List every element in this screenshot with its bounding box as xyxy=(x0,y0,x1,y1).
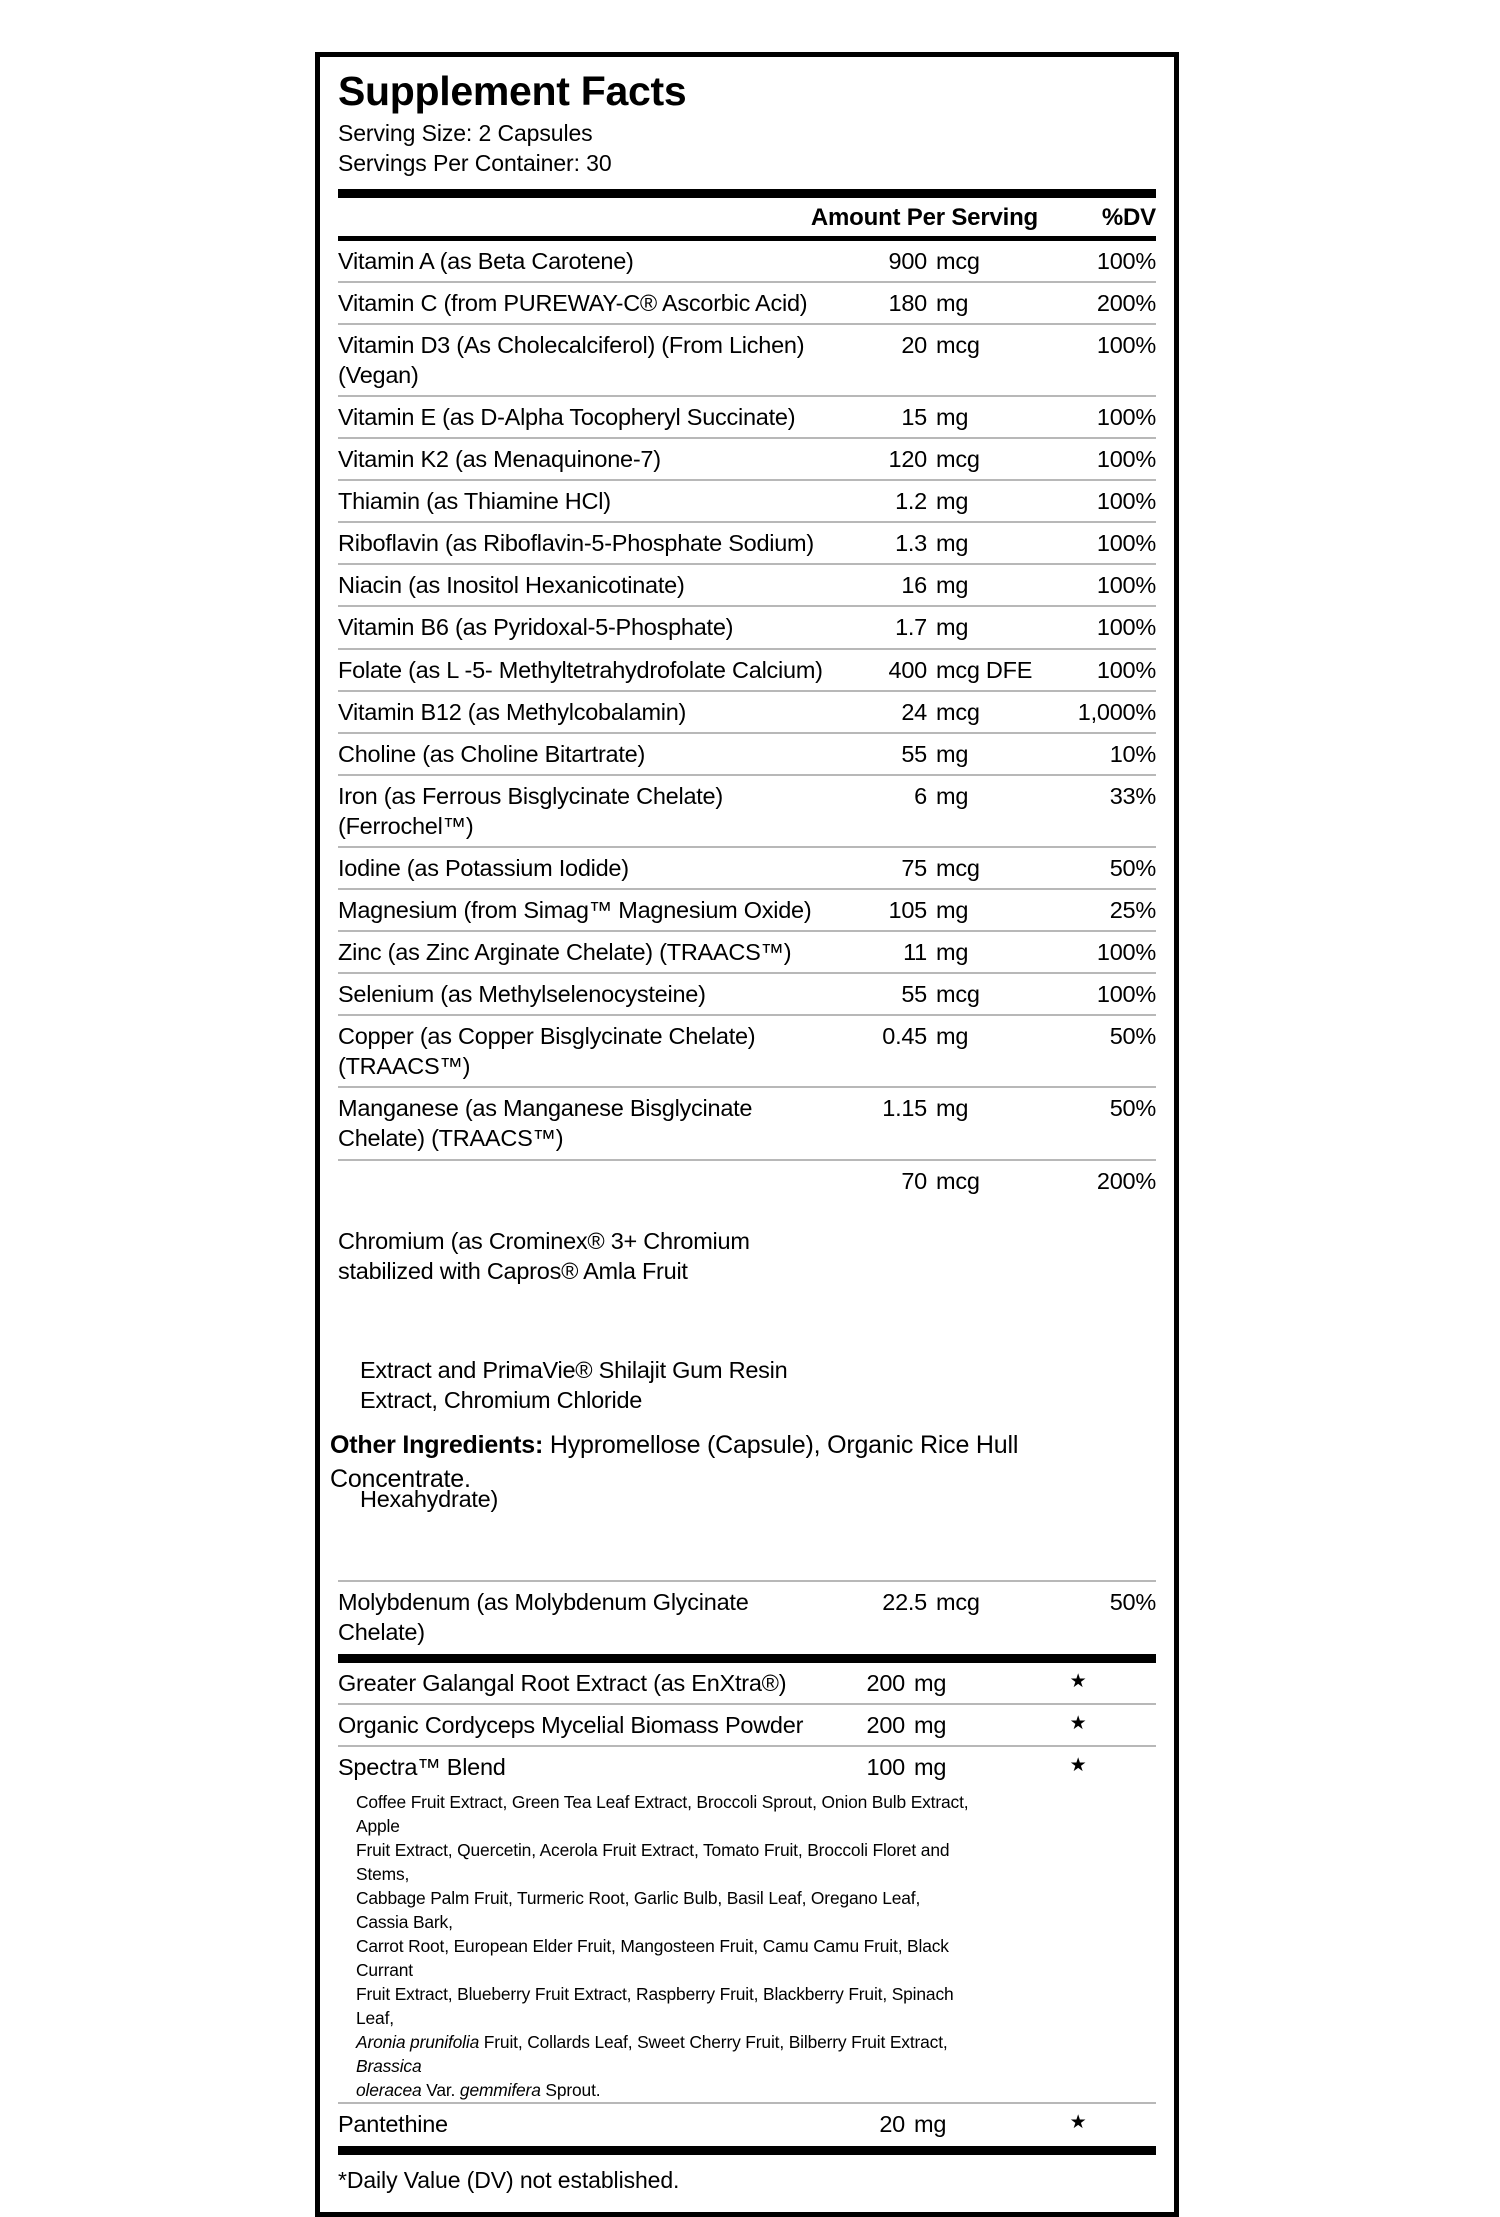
table-row xyxy=(338,890,1156,930)
row-nutrient-8-name: Vitamin B6 (as Pyridoxal-5-Phosphate) xyxy=(338,614,734,641)
spectra-italic-oleracea: oleracea xyxy=(356,2080,422,2101)
table-row-chromium xyxy=(338,1161,1156,1580)
divider-before-botanicals xyxy=(338,1654,1156,1663)
row-nutrient-13-amount: 75 xyxy=(901,854,927,881)
row-nutrient-18-name: Manganese (as Manganese Bisglycinate Chelate) (TRAACS™) xyxy=(338,1095,759,1152)
row-nutrient-9-dv: 100% xyxy=(1096,656,1156,683)
table-row xyxy=(338,1663,1156,1703)
row-nutrient-0-unit: mcg xyxy=(936,247,980,274)
row-nutrient-16-name: Selenium (as Methylselenocysteine) xyxy=(338,981,706,1008)
row-nutrient-18-unit: mg xyxy=(936,1095,969,1122)
table-row xyxy=(338,325,1156,395)
row-nutrient-6-unit: mg xyxy=(936,530,969,557)
column-header-dv: %DV xyxy=(1101,203,1156,231)
row-nutrient-8-dv: 100% xyxy=(1096,614,1156,641)
row-dv-chromium: 200% xyxy=(1096,1167,1156,1194)
table-row xyxy=(338,692,1156,732)
spectra-ingredients-line-4: Carrot Root, European Elder Fruit, Mangosteen Fruit, Camu Camu Fruit, Black Currant xyxy=(356,1936,949,1981)
row-nutrient-1-unit: mg xyxy=(936,289,969,316)
row-nutrient-3-name: Vitamin E (as D-Alpha Tocopheryl Succinate) xyxy=(338,404,796,431)
row-nutrient-17-name: Copper (as Copper Bisglycinate Chelate) (TRAACS™) xyxy=(338,1023,762,1080)
row-nutrient-10-name: Vitamin B12 (as Methylcobalamin) xyxy=(338,698,687,725)
table-row xyxy=(338,734,1156,774)
spectra-italic-brassica: Brassica xyxy=(356,2056,422,2077)
spectra-line6-rest: Fruit, Collards Leaf, Sweet Cherry Fruit, Bilberry Fruit Extract, xyxy=(479,2032,948,2053)
row-botanical-0-name: Greater Galangal Root Extract (as EnXtra®) xyxy=(338,1669,787,1696)
row-nutrient-16-unit: mcg xyxy=(936,981,980,1008)
spectra-ingredients-line-7 xyxy=(356,2078,976,2102)
row-nutrient-15-amount: 11 xyxy=(903,939,927,966)
row-nutrient-7-amount: 16 xyxy=(901,572,927,599)
row-botanical-0-unit: mg xyxy=(914,1669,947,1696)
row-nutrient-11-dv: 10% xyxy=(1109,740,1156,767)
row-nutrient-2-unit: mcg xyxy=(936,331,980,358)
row-nutrient-13-dv: 50% xyxy=(1109,854,1156,881)
page-title: Supplement Facts xyxy=(338,68,687,114)
table-row xyxy=(338,523,1156,563)
supplement-facts-panel xyxy=(315,52,1179,2217)
row-nutrient-2-amount: 20 xyxy=(901,331,927,358)
row-nutrient-15-dv: 100% xyxy=(1096,939,1156,966)
row-nutrient-2-name: Vitamin D3 (As Cholecalciferol) (From Lichen) (Vegan) xyxy=(338,331,811,388)
daily-value-footnote: *Daily Value (DV) not established. xyxy=(338,2167,680,2194)
row-nutrient-6-amount: 1.3 xyxy=(895,530,927,557)
row-nutrient-1-name: Vitamin C (from PUREWAY-C® Ascorbic Acid) xyxy=(338,289,808,316)
row-nutrient-3-unit: mg xyxy=(936,404,969,431)
servings-per-container-text: Servings Per Container: 30 xyxy=(338,150,612,177)
row-nutrient-9-unit: mcg DFE xyxy=(936,656,1033,683)
row-nutrient-14-amount: 105 xyxy=(888,896,927,923)
row-dv-pantethine: ★ xyxy=(1069,2112,1087,2134)
table-row-pantethine xyxy=(338,2104,1156,2144)
row-nutrient-15-name: Zinc (as Zinc Arginate Chelate) (TRAACS™) xyxy=(338,939,792,966)
serving-size-text: Serving Size: 2 Capsules xyxy=(338,120,593,146)
row-nutrient-12-amount: 6 xyxy=(914,782,927,809)
row-name-molybdenum: Molybdenum (as Molybdenum Glycinate Chelate) xyxy=(338,1588,755,1645)
table-row xyxy=(338,241,1156,281)
table-row xyxy=(338,1016,1156,1086)
row-nutrient-4-amount: 120 xyxy=(888,446,927,473)
table-row-spectra-blend xyxy=(338,1747,1156,1787)
row-nutrient-0-amount: 900 xyxy=(888,247,927,274)
column-header-amount: Amount Per Serving xyxy=(810,203,1038,231)
table-row xyxy=(338,848,1156,888)
chromium-line-3: Hexahydrate) xyxy=(360,1486,499,1513)
row-unit-molybdenum: mcg xyxy=(936,1588,980,1615)
table-row xyxy=(338,1088,1156,1158)
row-nutrient-14-name: Magnesium (from Simag™ Magnesium Oxide) xyxy=(338,896,812,923)
row-nutrient-10-unit: mcg xyxy=(936,698,980,725)
row-nutrient-8-amount: 1.7 xyxy=(895,614,927,641)
other-ingredients-text: Hypromellose (Capsule), Organic Rice Hull Concentrate. xyxy=(330,1431,1019,1493)
row-nutrient-6-name: Riboflavin (as Riboflavin-5-Phosphate Sodium) xyxy=(338,530,814,557)
row-name-spectra-blend: Spectra™ Blend xyxy=(338,1753,506,1780)
table-row-molybdenum xyxy=(338,1582,1156,1652)
row-nutrient-17-dv: 50% xyxy=(1109,1023,1156,1050)
chromium-line-1: Chromium (as Crominex® 3+ Chromium stabilized with Capros® Amla Fruit xyxy=(338,1227,756,1284)
spectra-ingredient-list xyxy=(338,1787,1156,2102)
row-botanical-1-name: Organic Cordyceps Mycelial Biomass Powder xyxy=(338,1711,804,1738)
table-header-row xyxy=(338,198,1156,236)
spectra-italic-gemmifera: gemmifera xyxy=(459,2080,541,2101)
other-ingredients-block xyxy=(330,1428,1120,1496)
table-row xyxy=(338,283,1156,323)
row-nutrient-18-dv: 50% xyxy=(1109,1095,1156,1122)
spectra-italic-aronia: Aronia prunifolia xyxy=(356,2032,480,2053)
table-row xyxy=(338,932,1156,972)
row-unit-spectra-blend: mg xyxy=(914,1753,947,1780)
table-row xyxy=(338,397,1156,437)
row-nutrient-12-dv: 33% xyxy=(1109,782,1156,809)
row-nutrient-10-dv: 1,000% xyxy=(1077,698,1156,725)
table-row xyxy=(338,1705,1156,1745)
row-nutrient-5-dv: 100% xyxy=(1096,488,1156,515)
spectra-line7-mid: Var. xyxy=(421,2080,460,2101)
table-row xyxy=(338,481,1156,521)
row-nutrient-12-unit: mg xyxy=(936,782,969,809)
row-nutrient-1-amount: 180 xyxy=(888,289,927,316)
row-nutrient-16-amount: 55 xyxy=(901,981,927,1008)
divider-under-serving-info xyxy=(338,189,1156,198)
row-nutrient-9-amount: 400 xyxy=(888,656,927,683)
row-nutrient-1-dv: 200% xyxy=(1096,289,1156,316)
spectra-ingredients-line-5: Fruit Extract, Blueberry Fruit Extract, Raspberry Fruit, Blackberry Fruit, Spinach Leaf, xyxy=(356,1984,954,2029)
table-row xyxy=(338,607,1156,647)
row-nutrient-14-dv: 25% xyxy=(1109,896,1156,923)
row-nutrient-9-name: Folate (as L -5- Methyltetrahydrofolate Calcium) xyxy=(338,656,823,683)
row-amount-molybdenum: 22.5 xyxy=(882,1588,927,1615)
row-name-pantethine: Pantethine xyxy=(338,2111,448,2138)
nutrient-rows-container xyxy=(338,241,1156,1161)
row-nutrient-10-amount: 24 xyxy=(901,698,927,725)
row-nutrient-3-dv: 100% xyxy=(1096,404,1156,431)
row-nutrient-4-unit: mcg xyxy=(936,446,980,473)
row-botanical-0-amount: 200 xyxy=(866,1669,905,1696)
table-row xyxy=(338,974,1156,1014)
row-nutrient-7-name: Niacin (as Inositol Hexanicotinate) xyxy=(338,572,685,599)
row-nutrient-17-amount: 0.45 xyxy=(882,1023,927,1050)
row-nutrient-5-unit: mg xyxy=(936,488,969,515)
table-row xyxy=(338,439,1156,479)
spectra-ingredients-line-2: Fruit Extract, Quercetin, Acerola Fruit Extract, Tomato Fruit, Broccoli Floret and Stems, xyxy=(356,1839,950,1884)
divider-above-footnote xyxy=(338,2146,1156,2155)
row-nutrient-14-unit: mg xyxy=(936,896,969,923)
row-nutrient-4-dv: 100% xyxy=(1096,446,1156,473)
botanical-rows-container xyxy=(338,1663,1156,1745)
row-nutrient-18-amount: 1.15 xyxy=(882,1095,927,1122)
row-unit-chromium: mcg xyxy=(936,1167,980,1194)
row-nutrient-0-dv: 100% xyxy=(1096,247,1156,274)
row-nutrient-11-unit: mg xyxy=(936,740,969,767)
row-amount-chromium: 70 xyxy=(901,1167,927,1194)
spectra-ingredients-line-1: Coffee Fruit Extract, Green Tea Leaf Extract, Broccoli Sprout, Onion Bulb Extract, Apple xyxy=(356,1791,969,1836)
row-nutrient-7-unit: mg xyxy=(936,572,969,599)
row-nutrient-8-unit: mg xyxy=(936,614,969,641)
table-row xyxy=(338,565,1156,605)
row-nutrient-15-unit: mg xyxy=(936,939,969,966)
row-unit-pantethine: mg xyxy=(914,2111,947,2138)
row-nutrient-16-dv: 100% xyxy=(1096,981,1156,1008)
row-nutrient-13-name: Iodine (as Potassium Iodide) xyxy=(338,854,629,881)
other-ingredients-label: Other Ingredients: xyxy=(330,1431,544,1459)
table-row xyxy=(338,650,1156,690)
row-nutrient-7-dv: 100% xyxy=(1096,572,1156,599)
spectra-line7-rest: Sprout. xyxy=(540,2080,601,2101)
row-nutrient-11-name: Choline (as Choline Bitartrate) xyxy=(338,740,646,767)
row-name-chromium xyxy=(338,1166,844,1575)
row-nutrient-5-name: Thiamin (as Thiamine HCl) xyxy=(338,488,611,515)
chromium-line-2: Extract and PrimaVie® Shilajit Gum Resin Extract, Chromium Chloride xyxy=(360,1356,794,1414)
row-botanical-1-dv: ★ xyxy=(1069,1712,1087,1734)
row-nutrient-12-name: Iron (as Ferrous Bisglycinate Chelate) (Ferrochel™) xyxy=(338,782,730,839)
row-nutrient-0-name: Vitamin A (as Beta Carotene) xyxy=(338,247,634,274)
spectra-ingredients-line-3: Cabbage Palm Fruit, Turmeric Root, Garlic Bulb, Basil Leaf, Oregano Leaf, Cassia Bark, xyxy=(356,1887,921,1932)
table-row xyxy=(338,776,1156,846)
row-nutrient-4-name: Vitamin K2 (as Menaquinone-7) xyxy=(338,446,661,473)
row-nutrient-6-dv: 100% xyxy=(1096,530,1156,557)
row-amount-pantethine: 20 xyxy=(879,2111,905,2138)
row-nutrient-3-amount: 15 xyxy=(901,404,927,431)
row-amount-spectra-blend: 100 xyxy=(866,1753,905,1780)
row-botanical-1-unit: mg xyxy=(914,1711,947,1738)
row-nutrient-2-dv: 100% xyxy=(1096,331,1156,358)
row-botanical-1-amount: 200 xyxy=(866,1711,905,1738)
row-dv-molybdenum: 50% xyxy=(1109,1588,1156,1615)
row-dv-spectra-blend: ★ xyxy=(1069,1754,1087,1776)
row-nutrient-5-amount: 1.2 xyxy=(895,488,927,515)
spectra-ingredients-line-6 xyxy=(356,2030,976,2078)
row-botanical-0-dv: ★ xyxy=(1069,1670,1087,1692)
row-nutrient-13-unit: mcg xyxy=(936,854,980,881)
row-nutrient-11-amount: 55 xyxy=(901,740,927,767)
row-nutrient-17-unit: mg xyxy=(936,1023,969,1050)
